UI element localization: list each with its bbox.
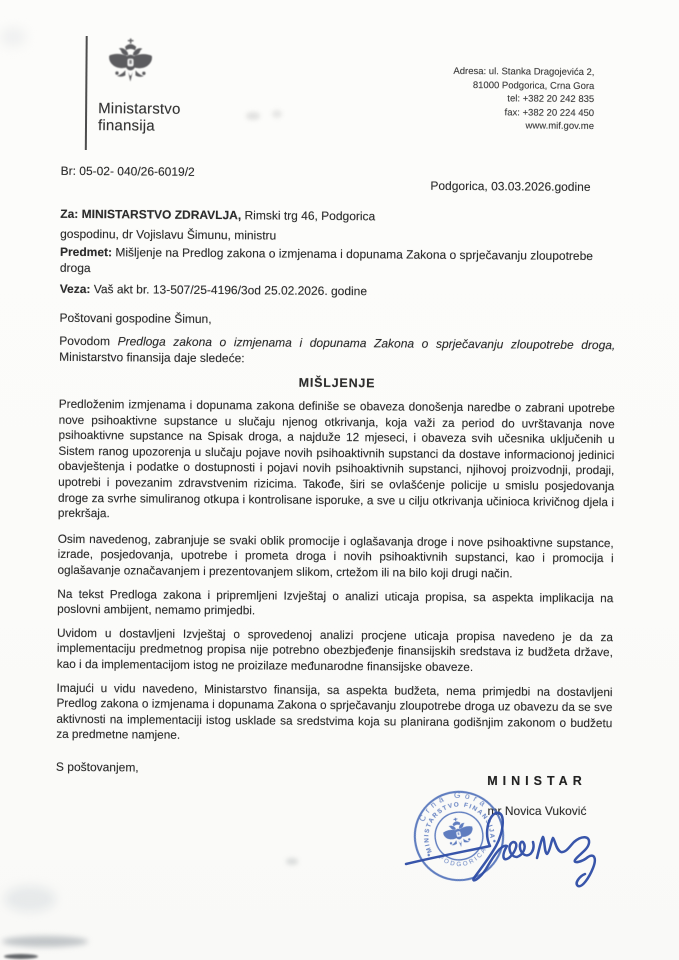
- body-paragraph-4: Uvidom u dostavljeni Izvještaj o sprovedenoj analizi procjene uticaja propisa navedeno je da za implementaciju predmetnog propisa nije potrebno obezbjeđenje finansijskih sredstava iz budžeta države, kao i da implementacijom istog ne proizilaze međunarodne finansijske obaveze.: [56, 625, 614, 674]
- ministry-brand: [85, 36, 181, 151]
- intro-law-title: Predloga zakona o izmjenama i dopunama Zakona o sprječavanju zloupotrebe droga,: [117, 334, 616, 353]
- address-line: 81000 Podgorica, Crna Gora: [472, 79, 595, 92]
- reference-number: Br: 05-02- 040/26-6019/2: [60, 163, 195, 179]
- montenegro-coat-of-arms-icon: [102, 36, 158, 94]
- address-line: fax: +382 20 224 450: [504, 106, 595, 119]
- scan-smudge: [286, 858, 298, 865]
- related-act-line: [60, 281, 616, 301]
- ministry-name: [98, 100, 181, 135]
- recipient-block: [60, 204, 617, 301]
- body-paragraph-1: Predloženim izmjenama i dopunama zakona definiše se obaveza donošenja naredbe o zabrani upotrebe nove psihoaktivne supstance u slučaju njenog otkrivanja, koja važi za period do uvrštavanja nove psihoaktivne supstance na Spisak droga, a najduže 12 mjeseci, i obaveza svih učesnika uključenih u Sistem ranog upozorenja u slučaju pojave novih psihoaktivnih supstanci da dostave informacionoj jedinici obavještenja i podatke o dostupnosti i pojavi novih psihoaktivnih supstanci, njihovoj proizvodnji, prodaji, upotrebi i povezanim zdravstvenim rizicima. Takođe, širi se ovlašćenje policije u smislu posjedovanja droge za svrhe simuliranog otkupa i kontrolisane isporuke, a sve u cilju otkrivanja učinioca krivičnog djela i prekršaja.: [57, 396, 615, 521]
- signer-name: mr Novica Vuković: [487, 804, 587, 818]
- scan-smudge: [4, 886, 56, 912]
- salutation: Poštovani gospodine Šimun,: [59, 310, 212, 327]
- letterhead-vertical-rule: [85, 36, 88, 150]
- website-line: www.mif.gov.me: [525, 120, 595, 133]
- intro-paragraph: [59, 333, 615, 369]
- ministry-name-line2: finansija: [97, 117, 155, 135]
- opinion-heading: MIŠLJENJE: [298, 375, 376, 391]
- address-line: Adresa: ul. Stanka Dragojevića 2,: [453, 65, 595, 79]
- scan-smudge: [4, 954, 38, 959]
- intro-suffix: Ministarstvo finansija daje sledeće:: [59, 349, 245, 366]
- closing-salutation: S poštovanjem,: [55, 759, 139, 775]
- body-paragraph-2: Osim navedenog, zabranjuje se svaki oblik promocije i oglašavanja droge i nove psihoaktivne supstance, izrade, posjedovanja, upotrebe i prometa droga i novih psihoaktivnih supstanci, kao i promocija i oglašavanje označavanjem i prezentovanjem slikom, crtežom ili na bilo koji drugi način.: [57, 531, 614, 581]
- minister-signature-icon: [393, 806, 625, 903]
- subject-text: Mišljenje na Predlog zakona o izmjenama i dopunama Zakona o sprječavanju zloupotrebe droga: [59, 245, 594, 276]
- stamp-ministry-text: MINISTARSTVO FINANSIJA: [423, 801, 496, 854]
- subject-label: Predmet:: [59, 244, 113, 260]
- scan-smudge: [2, 936, 88, 947]
- place-and-date: Podgorica, 03.03.2026.godine: [430, 178, 591, 194]
- stamp-country-text: Crna Gora: [416, 789, 491, 824]
- subject-line: [60, 244, 616, 280]
- stamp-city-text: PODGORICA: [437, 845, 489, 869]
- letterhead: [0, 0, 679, 155]
- related-act-text: Vaš akt br. 13-507/25-4196/3od 25.02.2026. godine: [90, 282, 368, 299]
- ministry-name-line1: Ministarstvo: [98, 100, 181, 118]
- recipient-name: Za: MINISTARSTVO ZDRAVLJA,: [60, 206, 242, 223]
- recipient-address: Rimski trg 46, Podgorica: [241, 208, 376, 224]
- body-paragraph-3: Na tekst Predloga zakona i pripremljeni Izvještaj o analizi uticaja propisa, sa aspekta implikacija na poslovni ambijent, nemamo primjedbi.: [57, 586, 614, 618]
- signer-title: MINISTAR: [487, 774, 587, 788]
- body-paragraph-5: Imajući u vidu navedeno, Ministarstvo finansija, sa aspekta budžeta, nema primjedbi na dostavljeni Predlog zakona o izmjenama i dopunama Zakona o sprječavanju zloupotrebe droga uz obavezu da se sve aktivnosti na implementaciji istog usklade sa sredstvima koja su planirana godišnjim zakonom o budžetu za predmetne namjene.: [56, 680, 613, 743]
- related-act-label: Veza:: [59, 281, 91, 297]
- address-line: tel: +382 20 242 835: [507, 93, 595, 106]
- recipient-line2: gospodinu, dr Vojislavu Šimunu, ministru: [60, 226, 277, 243]
- intro-prefix: Povodom: [59, 333, 118, 349]
- letterhead-address-block: [453, 39, 595, 154]
